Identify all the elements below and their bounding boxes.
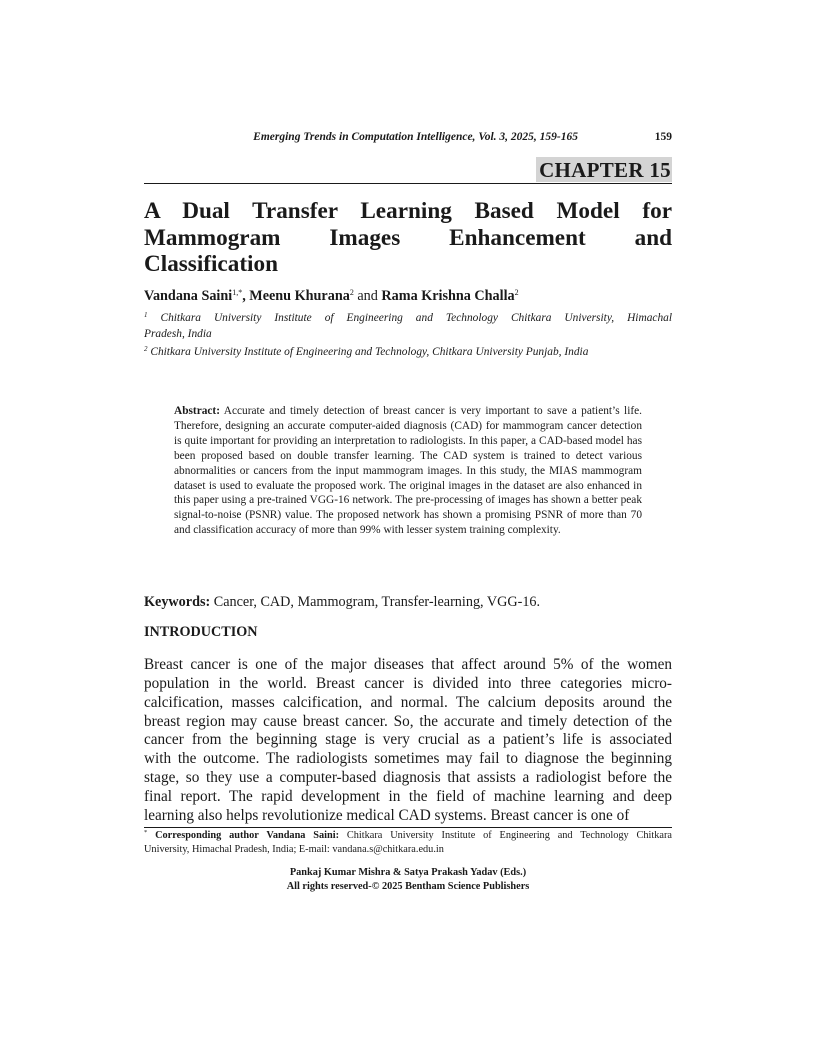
affiliation-text: Chitkara University Institute of Engineering and Technology Chitkara University, Himachal [147,312,672,324]
author-name: Vandana Saini [144,288,233,304]
footnote [144,829,672,857]
author-separator: and [353,288,382,304]
body-line: learning also helps revolutionize medical CAD systems. Breast cancer is one of [144,806,630,824]
abstract [174,404,642,538]
keywords-label: Keywords: [144,594,211,610]
rights-line: All rights reserved-© 2025 Bentham Science Publishers [286,881,530,892]
footnote-divider [144,827,672,828]
author-affiliation-mark: 2 [349,288,354,297]
abstract-text: Accurate and timely detection of breast cancer is very important to save a patient’s life. Therefore, designing an accurate computer-aided diagnosis (CAD) for mammogram cancer detection is quite important for providing an interpretation to radiologists. In this paper, a CAD-based model has been proposed based on double transfer learning. The CAD system is trained to detect various abnormalities or cancers from the input mammogram images. In this study, the MIAS mammogram dataset is used to evaluate the proposed work. The original images in the dataset are also enhanced in this paper using a pre-trained VGG-16 network. The pre-processing of images has shown a better peak signal-to-noise (PSNR) value. The proposed network has shown a promising PSNR of more than 70 and classification accuracy of more than 99% with lesser system training complexity. [174,405,642,537]
publisher-footer [144,866,672,894]
body-line: stage, so they use a computer-based diagnosis that assists a radiologist before the [144,769,672,787]
keywords-text: Cancer, CAD, Mammogram, Transfer-learning, VGG-16. [210,594,541,610]
affiliation-line: Pradesh, India [144,327,212,340]
footnote-line [144,829,672,843]
body-line: Breast cancer is one of the major diseases that affect around 5% of the women [144,656,672,673]
body-line: final report. The rapid development in the field of machine learning and deep [144,787,672,805]
affiliation-line [144,311,672,327]
title-line: A Dual Transfer Learning Based Model for [144,198,672,224]
affiliation [144,345,672,361]
title-line: Mammogram Images Enhancement and [144,224,672,251]
chapter-label: CHAPTER 15 [536,157,672,182]
body-line: breast region may cause breast cancer. So, the accurate and timely detection of the [144,712,672,730]
body-line: cancer from the beginning stage is very crucial as a patient’s life is associated [144,731,672,749]
author-separator: , [242,288,250,304]
affiliation-mark: 1 [144,311,148,319]
chapter-header [144,157,672,184]
journal-year-pages: , 2025, 159-165 [505,131,578,143]
journal-name: Emerging Trends in Computation Intelligence, [253,131,476,143]
title-line: Classification [144,251,278,277]
affiliation-mark: 2 [144,345,148,353]
affiliation [144,311,672,342]
body-line: with the outcome. The radiologists sometimes may fail to diagnose the beginning [144,750,672,768]
running-head-citation [253,131,578,143]
author-affiliation-mark: 1,* [232,288,243,297]
footnote-text: Chitkara University Institute of Engineering and Technology Chitkara [339,830,672,841]
footnote-label: Corresponding author Vandana Saini: [147,830,340,841]
abstract-label: Abstract: [174,405,220,417]
footnote-line: University, Himachal Pradesh, India; E-mail: vandana.s@chitkara.edu.in [144,844,444,855]
author-list [144,287,672,305]
body-paragraph [144,656,672,826]
author-name: Rama Krishna Challa [381,288,515,304]
body-line: population in the world. Breast cancer is divided into three categories micro- [144,674,672,692]
footnote-mark: * [144,829,148,836]
page-number: 159 [654,131,672,143]
affiliation-text: Chitkara University Institute of Engineering and Technology, Chitkara University Punjab, India [147,346,589,358]
running-head [144,131,672,147]
paper-title [144,198,672,278]
keywords [144,593,672,611]
author-affiliation-mark: 2 [514,288,519,297]
editors-line: Pankaj Kumar Mishra & Satya Prakash Yadav (Eds.) [289,867,527,878]
author-name: Meenu Khurana [249,288,350,304]
section-heading: INTRODUCTION [144,624,258,640]
body-line: calcification, masses calcification, and normal. The calcium deposits around the [144,693,672,711]
journal-volume: Vol. 3 [478,131,506,143]
